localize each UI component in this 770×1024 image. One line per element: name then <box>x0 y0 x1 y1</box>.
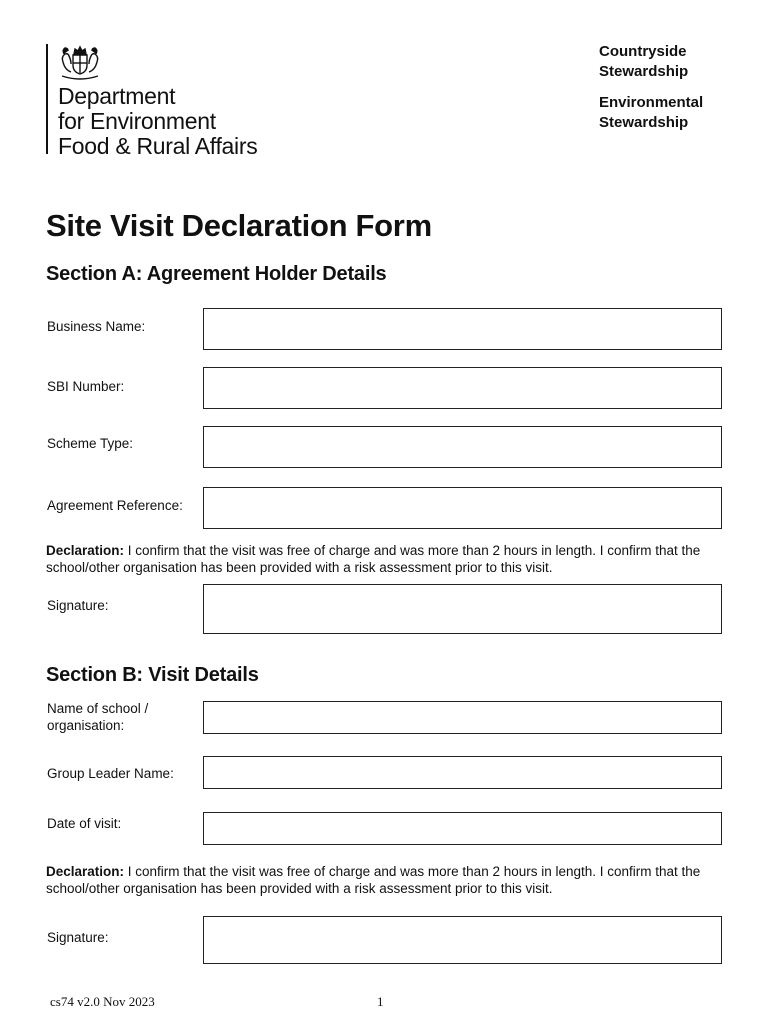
agreement-reference-label: Agreement Reference: <box>47 498 183 513</box>
sbi-number-label: SBI Number: <box>47 379 125 394</box>
group-leader-label: Group Leader Name: <box>47 766 174 781</box>
scheme-type-input[interactable] <box>203 426 722 468</box>
business-name-input[interactable] <box>203 308 722 350</box>
declaration-label: Declaration: <box>46 543 125 558</box>
school-name-label <box>47 700 148 734</box>
school-name-label-line-2: organisation: <box>47 718 125 733</box>
royal-crest-icon <box>56 42 104 80</box>
section-b-heading: Section B: Visit Details <box>46 664 259 686</box>
section-a-signature-field[interactable] <box>203 584 722 634</box>
section-b-signature-label: Signature: <box>47 930 109 945</box>
declaration-text: I confirm that the visit was free of charge and was more than 2 hours in length. I confirm that the school/other organisation has been provided with a risk assessment prior to this visit. <box>46 864 701 896</box>
section-a-signature-label: Signature: <box>47 598 109 613</box>
scheme-1-line-1: Countryside <box>599 43 687 60</box>
logo-divider <box>46 44 48 154</box>
scheme-2-line-2: Stewardship <box>599 114 689 131</box>
form-code: cs74 v2.0 Nov 2023 <box>50 994 155 1009</box>
scheme-2-line-1: Environmental <box>599 94 704 111</box>
scheme-label-countryside <box>599 42 688 82</box>
group-leader-input[interactable] <box>203 756 722 789</box>
declaration-label: Declaration: <box>46 864 125 879</box>
declaration-text: I confirm that the visit was free of charge and was more than 2 hours in length. I confirm that the school/other organisation has been provided with a risk assessment prior to this visit. <box>46 543 701 575</box>
section-a-heading: Section A: Agreement Holder Details <box>46 263 387 285</box>
scheme-label-environmental <box>599 93 703 133</box>
visit-date-label: Date of visit: <box>47 816 122 831</box>
page-title: Site Visit Declaration Form <box>46 208 432 243</box>
department-line-3: Food & Rural Affairs <box>58 133 258 159</box>
scheme-1-line-2: Stewardship <box>599 63 689 80</box>
department-line-2: for Environment <box>58 108 216 134</box>
school-name-input[interactable] <box>203 701 722 734</box>
scheme-type-label: Scheme Type: <box>47 436 134 451</box>
school-name-label-line-1: Name of school / <box>47 701 149 716</box>
business-name-label: Business Name: <box>47 319 146 334</box>
agreement-reference-input[interactable] <box>203 487 722 529</box>
sbi-number-input[interactable] <box>203 367 722 409</box>
department-name <box>58 84 257 159</box>
page-number: 1 <box>377 994 384 1009</box>
section-b-signature-field[interactable] <box>203 916 722 964</box>
visit-date-input[interactable] <box>203 812 722 845</box>
section-a-declaration <box>46 542 726 576</box>
section-b-declaration <box>46 863 726 897</box>
department-line-1: Department <box>58 83 176 109</box>
